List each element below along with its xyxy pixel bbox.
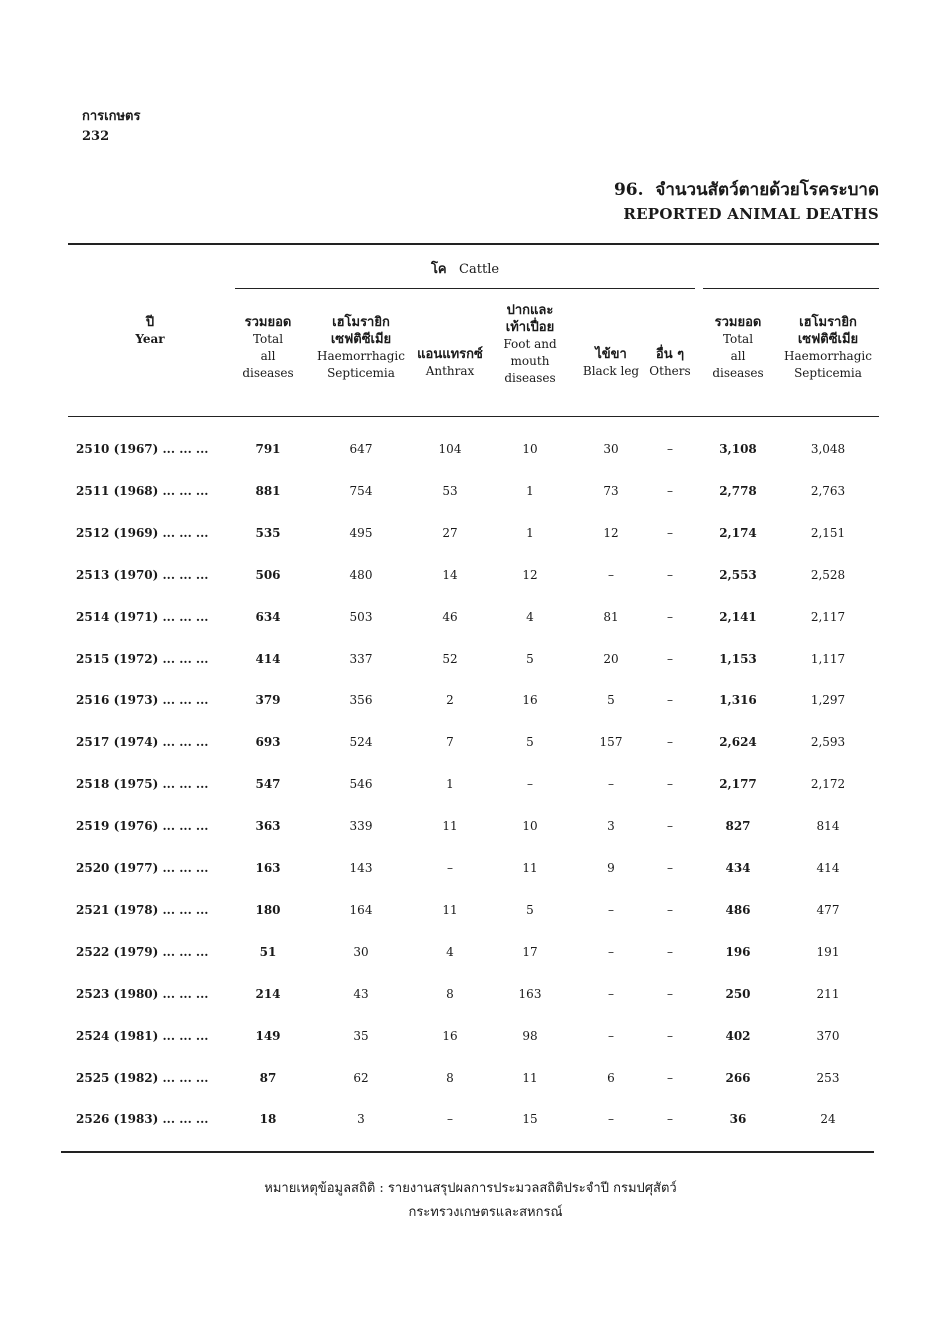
table-cell: 1,316 (719, 693, 757, 708)
table-title-thai (614, 176, 879, 203)
table-cell: 191 (816, 944, 840, 959)
table-cell: 2,624 (719, 735, 757, 750)
table-cell: 535 (255, 525, 281, 540)
column-header-english: all (730, 349, 746, 363)
table-cell: 414 (816, 861, 840, 875)
year-cell: 2518 (1975) ... ... ... (76, 777, 209, 792)
next-group-rule (703, 288, 879, 289)
table-cell: 8 (446, 1070, 454, 1085)
table-cell: 379 (255, 693, 281, 708)
table-cell: – (667, 651, 673, 666)
table-cell: – (608, 1028, 614, 1043)
table-cell: 211 (816, 986, 840, 1001)
table-cell: 157 (599, 735, 623, 750)
table-cell: 20 (603, 651, 619, 666)
table-cell: – (608, 1112, 614, 1127)
year-cell: 2516 (1973) ... ... ... (76, 693, 209, 708)
table-cell: – (667, 986, 673, 1001)
table-cell: 149 (255, 1028, 281, 1043)
table-cell: 503 (349, 609, 373, 624)
table-cell: 51 (259, 944, 277, 959)
table-cell: 546 (349, 777, 373, 792)
column-header-english: Foot and (503, 337, 557, 351)
year-cell: 2524 (1981) ... ... ... (76, 1028, 209, 1043)
table-cell: 7 (446, 735, 454, 750)
page-header (82, 107, 140, 147)
table-cell: 15 (522, 1112, 538, 1127)
group-header-english: Cattle (459, 262, 500, 277)
title-thai-text: จำนวนสัตว์ตายด้วยโรคระบาด (655, 180, 879, 200)
table-cell: 356 (349, 693, 373, 708)
table-cell: – (667, 944, 673, 959)
table-title-english: REPORTED ANIMAL DEATHS (623, 205, 879, 223)
table-cell: 1,117 (810, 651, 846, 666)
table-cell: 11 (522, 861, 538, 875)
table-cell: 11 (442, 902, 458, 917)
year-cell: 2517 (1974) ... ... ... (76, 735, 209, 750)
table-cell: 370 (816, 1028, 840, 1043)
year-cell: 2510 (1967) ... ... ... (76, 442, 209, 456)
source-note-line-2: กระทรวงเกษตรและสหกรณ์ (408, 1205, 563, 1220)
table-cell: 414 (255, 651, 281, 666)
table-cell: 2,778 (719, 483, 757, 498)
table-cell: 1 (526, 483, 534, 498)
table-cell: 2,141 (719, 609, 757, 624)
bottom-rule (61, 1151, 874, 1153)
table-cell: 1,153 (719, 651, 757, 666)
table-cell: – (608, 944, 614, 959)
table-cell: 35 (353, 1028, 369, 1043)
table-cell: – (667, 609, 673, 624)
table-cell: 3,108 (719, 442, 757, 456)
table-cell: 16 (442, 1028, 458, 1043)
table-cell: 46 (442, 609, 458, 624)
table-cell: 87 (259, 1070, 277, 1085)
table-cell: 253 (816, 1070, 840, 1085)
table-cell: 477 (816, 902, 840, 917)
table-cell: 4 (526, 609, 534, 624)
table-cell: 16 (522, 693, 538, 708)
column-header-thai: รวมยอด (244, 315, 292, 330)
table-cell: 17 (522, 944, 538, 959)
column-header-thai: เซฟติซีเมีย (797, 332, 859, 347)
table-cell: 337 (349, 651, 373, 666)
column-header-thai: อื่น ๆ (655, 347, 685, 362)
year-cell: 2511 (1968) ... ... ... (76, 483, 209, 498)
column-header-thai: แอนแทรกซ์ (417, 347, 483, 362)
table-cell: – (667, 525, 673, 540)
table-cell: – (608, 986, 614, 1001)
year-cell: 2520 (1977) ... ... ... (76, 861, 209, 875)
table-cell: 486 (725, 902, 751, 917)
table-cell: 5 (607, 693, 615, 708)
table-cell: 10 (522, 442, 538, 456)
table-cell: 53 (442, 483, 458, 498)
table-cell: – (667, 1028, 673, 1043)
table-cell: – (667, 902, 673, 917)
table-cell: – (667, 1070, 673, 1085)
table-cell: – (608, 902, 614, 917)
table-cell: 2,174 (719, 525, 757, 540)
table-cell: 5 (526, 735, 534, 750)
column-header-english: Others (649, 364, 691, 378)
column-header-thai: ไข้ขา (595, 347, 627, 362)
year-cell: 2512 (1969) ... ... ... (76, 525, 209, 540)
table-cell: 1 (446, 777, 454, 792)
table-cell: 163 (255, 861, 281, 875)
table-cell: 791 (255, 442, 281, 456)
table-cell: 143 (349, 861, 373, 875)
table-cell: 2,172 (810, 777, 846, 792)
table-cell: – (608, 567, 614, 582)
section-name: การเกษตร (82, 109, 141, 124)
table-cell: 634 (255, 609, 281, 624)
table-cell: 3 (357, 1112, 365, 1127)
table-cell: 4 (446, 944, 454, 959)
table-cell: – (667, 819, 673, 834)
column-header-thai: รวมยอด (714, 315, 762, 330)
year-cell: 2525 (1982) ... ... ... (76, 1070, 209, 1085)
column-header-english: Haemorrhagic (784, 349, 872, 363)
table-cell: 62 (353, 1070, 369, 1085)
table-cell: – (667, 735, 673, 750)
table-cell: 2,593 (810, 735, 846, 750)
table-cell: – (608, 777, 614, 792)
table-cell: 250 (725, 986, 751, 1001)
column-header-english: mouth (510, 354, 550, 368)
year-cell: 2514 (1971) ... ... ... (76, 609, 209, 624)
table-cell: 104 (438, 442, 462, 456)
table-cell: 754 (349, 483, 373, 498)
table-cell: 27 (442, 525, 458, 540)
column-header-english: Black leg (582, 364, 640, 378)
column-header-english: Septicemia (794, 366, 862, 380)
year-cell: 2521 (1978) ... ... ... (76, 902, 209, 917)
table-cell: 363 (255, 819, 281, 834)
table-cell: 73 (603, 483, 619, 498)
table-cell: 2,528 (810, 567, 846, 582)
table-cell: 9 (607, 861, 615, 875)
table-cell: 12 (603, 525, 619, 540)
table-cell: 24 (820, 1112, 836, 1127)
top-rule (68, 243, 879, 245)
table-cell: – (667, 693, 673, 708)
table-cell: – (527, 777, 533, 792)
table-cell: 196 (725, 944, 751, 959)
table-cell: 881 (255, 483, 281, 498)
table-cell: 11 (442, 819, 458, 834)
table-cell: 12 (522, 567, 538, 582)
year-cell: 2526 (1983) ... ... ... (76, 1112, 209, 1127)
column-header-english: Haemorrhagic (317, 349, 405, 363)
table-cell: – (667, 442, 673, 456)
column-header-english: diseases (712, 366, 764, 380)
table-cell: 52 (442, 651, 458, 666)
year-cell: 2522 (1979) ... ... ... (76, 944, 209, 959)
table-cell: 11 (522, 1070, 538, 1085)
table-cell: – (667, 483, 673, 498)
table-cell: 402 (725, 1028, 751, 1043)
table-cell: 180 (255, 902, 281, 917)
table-cell: – (447, 1112, 453, 1127)
year-cell: 2513 (1970) ... ... ... (76, 567, 209, 582)
group-header-thai: โค (430, 262, 447, 277)
column-header-thai: ปากและ (506, 303, 554, 318)
table-cell: – (447, 861, 453, 875)
table-number: 96. (613, 180, 644, 200)
table-cell: 5 (526, 902, 534, 917)
table-cell: 3,048 (810, 442, 846, 456)
year-header-english: Year (135, 332, 165, 346)
table-cell: 6 (607, 1070, 615, 1085)
table-cell: 43 (353, 986, 369, 1001)
year-cell: 2515 (1972) ... ... ... (76, 651, 209, 666)
table-cell: 14 (442, 567, 458, 582)
table-cell: 36 (729, 1112, 747, 1127)
year-header-thai: ปี (145, 315, 155, 330)
table-cell: 164 (349, 902, 373, 917)
table-cell: 2 (446, 693, 454, 708)
table-cell: 266 (725, 1070, 751, 1085)
column-header-english: Total (252, 332, 284, 346)
group-header-cattle (235, 258, 695, 279)
column-header-english: Anthrax (425, 364, 475, 378)
table-cell: 814 (816, 819, 840, 834)
table-cell: 480 (349, 567, 373, 582)
table-cell: 214 (255, 986, 281, 1001)
table-cell: 693 (255, 735, 281, 750)
table-cell: 339 (349, 819, 373, 834)
table-cell: 506 (255, 567, 281, 582)
table-cell: 10 (522, 819, 538, 834)
header-bottom-rule (68, 416, 879, 417)
column-header-thai: เซฟติซีเมีย (330, 332, 392, 347)
source-note-line-1: หมายเหตุข้อมูลสถิติ : รายงานสรุปผลการประมวลสถิติประจำปี กรมปศุสัตว์ (264, 1181, 677, 1196)
table-cell: 2,117 (810, 609, 846, 624)
table-cell: – (667, 567, 673, 582)
page-number: 232 (82, 129, 110, 144)
column-header-english: Septicemia (327, 366, 395, 380)
table-cell: 5 (526, 651, 534, 666)
column-header-english: all (260, 349, 276, 363)
column-header-thai: เท้าเปื่อย (505, 320, 555, 335)
table-cell: 2,553 (719, 567, 757, 582)
table-cell: – (667, 777, 673, 792)
table-cell: 495 (349, 525, 373, 540)
column-header-english: diseases (504, 371, 556, 385)
column-header-english: Total (722, 332, 754, 346)
year-column-header (110, 314, 190, 348)
table-cell: 547 (255, 777, 281, 792)
column-header-8 (773, 314, 883, 382)
cattle-group-rule (235, 288, 695, 289)
table-cell: – (667, 861, 673, 875)
table-cell: 18 (259, 1112, 277, 1127)
year-cell: 2519 (1976) ... ... ... (76, 819, 209, 834)
table-cell: 2,177 (719, 777, 757, 792)
table-cell: 98 (522, 1028, 538, 1043)
table-cell: 30 (353, 944, 369, 959)
column-header-thai: เฮโมรายิก (332, 315, 390, 330)
table-cell: 647 (349, 442, 373, 456)
table-cell: 2,151 (810, 525, 846, 540)
table-cell: 8 (446, 986, 454, 1001)
table-cell: 3 (607, 819, 615, 834)
table-cell: 1 (526, 525, 534, 540)
table-cell: 434 (725, 861, 751, 875)
table-cell: 2,763 (810, 483, 846, 498)
table-cell: 827 (725, 819, 751, 834)
table-cell: – (667, 1112, 673, 1127)
column-header-english: diseases (242, 366, 294, 380)
table-cell: 1,297 (810, 693, 846, 708)
table-cell: 30 (603, 442, 619, 456)
column-header-thai: เฮโมรายิก (799, 315, 857, 330)
table-cell: 81 (603, 609, 619, 624)
year-cell: 2523 (1980) ... ... ... (76, 986, 209, 1001)
table-cell: 524 (349, 735, 373, 750)
table-cell: 163 (518, 986, 542, 1001)
